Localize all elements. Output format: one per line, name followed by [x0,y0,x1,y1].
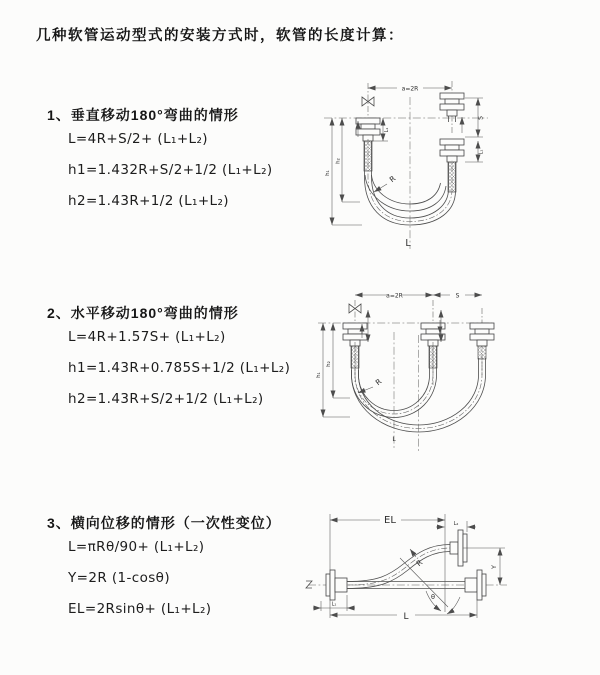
dim-label-h1: h₁ [316,372,322,378]
diagram-horizontal-bend [310,280,590,460]
hose-displaced-arc [372,175,441,204]
diagram-lateral-displacement [300,500,600,650]
flange-fitting-displaced [440,93,464,116]
radius-label: R [373,376,384,388]
dim-label-s: S [477,116,485,120]
section-3-heading: 3、横向位移的情形（一次性变位） [47,515,281,531]
hose-displaced-arc [365,175,446,211]
radius-label: R [414,557,425,569]
flange-fitting-displaced [470,323,494,346]
section-2-heading: 2、水平移动180°弯曲的情形 [47,305,239,321]
dim-label-h1: h₁ [325,170,331,176]
section-1-heading: 1、垂直移动180°弯曲的情形 [47,107,239,123]
formula-line: h2=1.43R+1/2 (L₁+L₂) [68,193,229,209]
centerline-break-mark [306,581,312,588]
flange-fitting-original [465,570,486,600]
hose-lower-wall [347,552,450,589]
flange-fitting [356,118,380,141]
dim-label-length: L [403,612,409,622]
dim-label-l1: L₁ [478,149,485,155]
dim-label-h2: h₂ [326,361,332,367]
dim-label-y: Y [490,565,498,569]
dim-label-l2: L₂ [453,521,459,527]
dim-label-h2: h₂ [335,158,342,164]
section-1 [47,106,347,217]
dim-label-l1: L₁ [384,127,390,133]
radius-label: R [387,173,398,185]
formula-line: Y=2R (1-cosθ) [68,570,170,586]
formula-line: h1=1.432R+S/2+1/2 (L₁+L₂) [68,162,273,178]
formula-line: EL=2Rsinθ+ (L₁+L₂) [68,601,212,617]
section-2 [47,304,347,415]
flange-fitting [440,139,464,162]
dim-label-length: L [405,238,411,249]
formula-line: h2=1.43R+S/2+1/2 (L₁+L₂) [68,391,264,407]
formula-line: L=4R+1.57S+ (L₁+L₂) [68,329,226,345]
angle-label: θ [431,593,435,601]
dim-label-el: EL [384,515,396,526]
angle-construction-line [400,558,448,607]
dim-label-length: L [392,436,396,443]
diagram-vertical-bend [310,75,590,265]
dim-label-s: S [455,292,460,300]
formula-line: L=4R+S/2+ (L₁+L₂) [68,131,208,147]
formula-line: L=πRθ/90+ (L₁+L₂) [68,539,205,555]
page-title: 几种软管运动型式的安装方式时，软管的长度计算： [36,28,404,44]
dim-label-width: a=2R [401,85,419,93]
formula-line: h1=1.43R+0.785S+1/2 (L₁+L₂) [68,360,291,376]
hose-centerline [368,139,452,222]
dim-label-l1: L₁ [331,601,337,608]
flange-fitting [326,570,347,600]
dim-label-width: a=2R [386,292,403,300]
